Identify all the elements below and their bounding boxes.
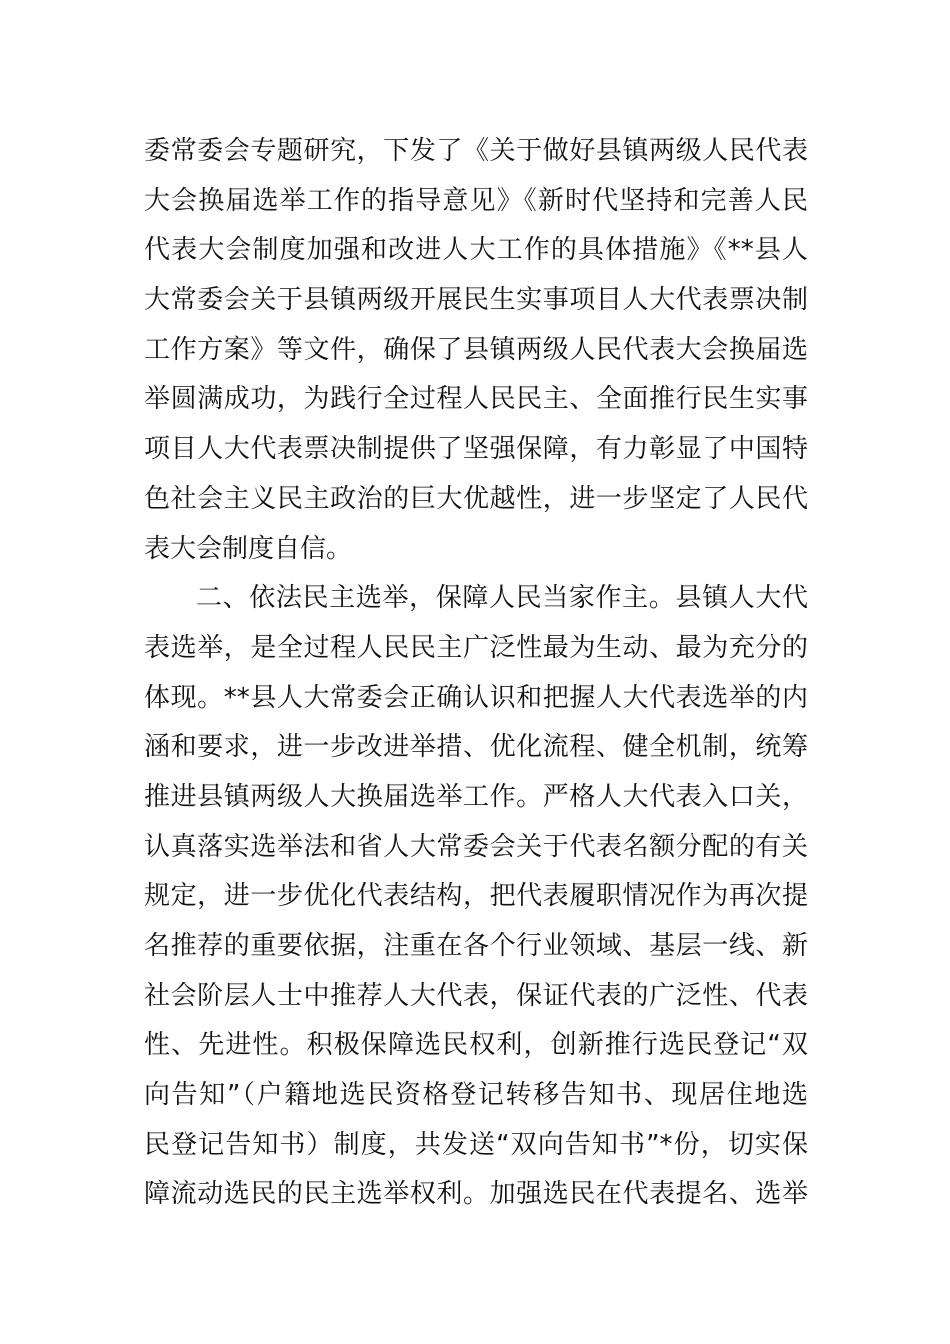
text-line-14: 推进县镇两级人大换届选举工作。严格人大代表入口关， xyxy=(144,781,808,812)
text-line-5: 工作方案》等文件，确保了县镇两级人民代表大会换届选 xyxy=(144,334,808,365)
text-line-15: 认真落实选举法和省人大常委会关于代表名额分配的有关 xyxy=(144,831,808,862)
text-line-4: 大常委会关于县镇两级开展民生实事项目人大代表票决制 xyxy=(144,285,808,316)
text-line-11: 表选举，是全过程人民民主广泛性最为生动、最为充分的 xyxy=(144,632,808,663)
text-line-17: 名推荐的重要依据，注重在各个行业领域、基层一线、新 xyxy=(144,931,808,961)
text-line-7: 项目人大代表票决制提供了坚强保障，有力彰显了中国特 xyxy=(144,434,808,465)
text-line-18: 社会阶层人士中推荐人大代表，保证代表的广泛性、代表 xyxy=(144,980,808,1011)
text-line-13: 涵和要求，进一步改进举措、优化流程、健全机制，统筹 xyxy=(144,732,808,763)
text-line-3: 代表大会制度加强和改进人大工作的具体措施》《**县人 xyxy=(144,235,808,266)
text-line-12: 体现。**县人大常委会正确认识和把握人大代表选举的内 xyxy=(144,682,808,713)
text-line-2: 大会换届选举工作的指导意见》《新时代坚持和完善人民 xyxy=(144,185,808,216)
text-line-16: 规定，进一步优化代表结构，把代表履职情况作为再次提 xyxy=(144,881,808,912)
text-line-20: 向告知”（户籍地选民资格登记转移告知书、现居住地选 xyxy=(144,1080,808,1111)
text-line-9: 表大会制度自信。 xyxy=(144,533,353,564)
section-heading-line: 二、依法民主选举，保障人民当家作主。县镇人大代 xyxy=(196,583,808,614)
text-line-6: 举圆满成功，为践行全过程人民民主、全面推行民生实事 xyxy=(144,384,808,415)
text-line-21: 民登记告知书）制度，共发送“双向告知书”*份，切实保 xyxy=(144,1129,808,1160)
text-line-19: 性、先进性。积极保障选民权利，创新推行选民登记“双 xyxy=(144,1030,808,1061)
body-text xyxy=(144,127,808,1220)
text-line-22: 障流动选民的民主选举权利。加强选民在代表提名、选举 xyxy=(144,1179,808,1210)
text-line-8: 色社会主义民主政治的巨大优越性，进一步坚定了人民代 xyxy=(144,483,808,514)
text-line-1: 委常委会专题研究，下发了《关于做好县镇两级人民代表 xyxy=(144,136,808,166)
